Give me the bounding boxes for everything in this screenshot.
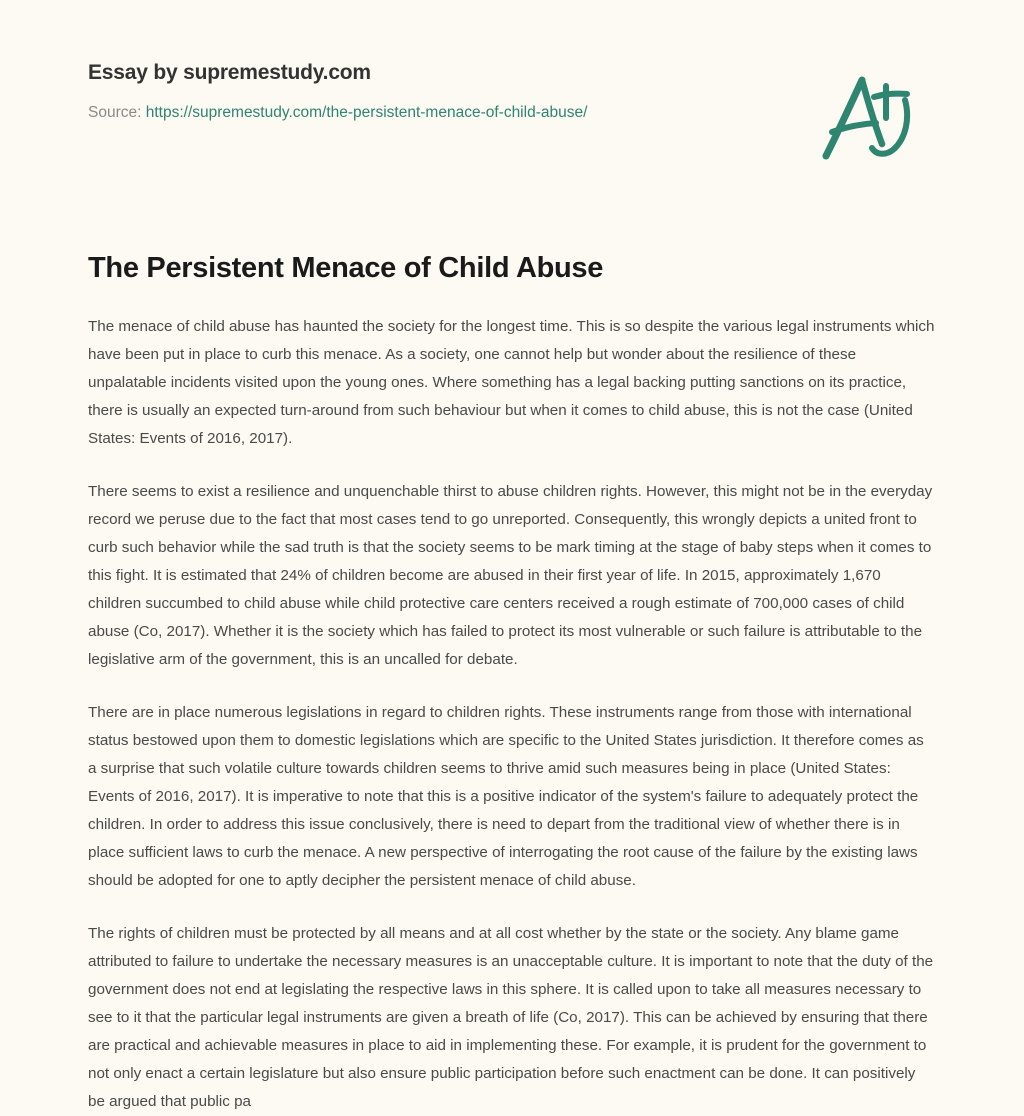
source-label: Source: xyxy=(88,104,142,121)
paragraph: The rights of children must be protected by all means and at all cost whether by the state or the society. Any blame game attributed to failure to undertake the necessary measures is an unacceptable culture. It is important to note that the duty of the government does not end at legislating the respective laws in this sphere. It is called upon to take all measures necessary to see to it that the particular legal instruments are given a breath of life (Co, 2017). This can be achieved by ensuring that there are practical and achievable measures in place to aid in implementing these. For example, it is prudent for the government to not only enact a certain legislature but also ensure public participation before such enactment can be done. It can positively be argued that public pa xyxy=(88,925,934,1110)
paragraph: There seems to exist a resilience and unquenchable thirst to abuse children rights. However, this might not be in the everyday record we peruse due to the fact that most cases tend to go unreported. Consequently, this wrongly depicts a united front to curb such behavior while the sad truth is that the society seems to be mark timing at the stage of baby steps when it comes to this fight. It is estimated that 24% of children become are abused in their first year of life. In 2015, approximately 1,670 children succumbed to child abuse while child protective care centers received a rough estimate of 700,000 cases of child abuse (Co, 2017). Whether it is the society which has failed to protect its most vulnerable or such failure is attributable to the legislative arm of the government, this is an uncalled for debate. xyxy=(88,483,933,668)
a-plus-logo-icon xyxy=(810,66,920,166)
essay-body xyxy=(88,313,936,1116)
paragraph: The menace of child abuse has haunted the society for the longest time. This is so despite the various legal instruments which have been put in place to curb this menace. As a society, one cannot help but wonder about the resilience of these unpalatable incidents visited upon the young ones. Where something has a legal backing putting sanctions on its practice, there is usually an expected turn-around from such behaviour but when it comes to child abuse, this is not the case (United States: Events of 2016, 2017). xyxy=(88,318,935,447)
byline: Essay by supremestudy.com xyxy=(88,61,371,84)
paragraph: There are in place numerous legislations in regard to children rights. These instruments range from those with international status bestowed upon them to domestic legislations which are specific to the United States jurisdiction. It therefore comes as a surprise that such volatile culture towards children seems to thrive amid such measures being in place (United States: Events of 2016, 2017). It is imperative to note that this is a positive indicator of the system's failure to adequately protect the children. In order to address this issue conclusively, there is need to depart from the traditional view of whether there is in place sufficient laws to curb the menace. A new perspective of interrogating the root cause of the failure by the existing laws should be adopted for one to aptly decipher the persistent menace of child abuse. xyxy=(88,704,924,889)
page-title: The Persistent Menace of Child Abuse xyxy=(88,252,604,284)
source-url-link[interactable]: https://supremestudy.com/the-persistent-menace-of-child-abuse/ xyxy=(145,104,588,121)
